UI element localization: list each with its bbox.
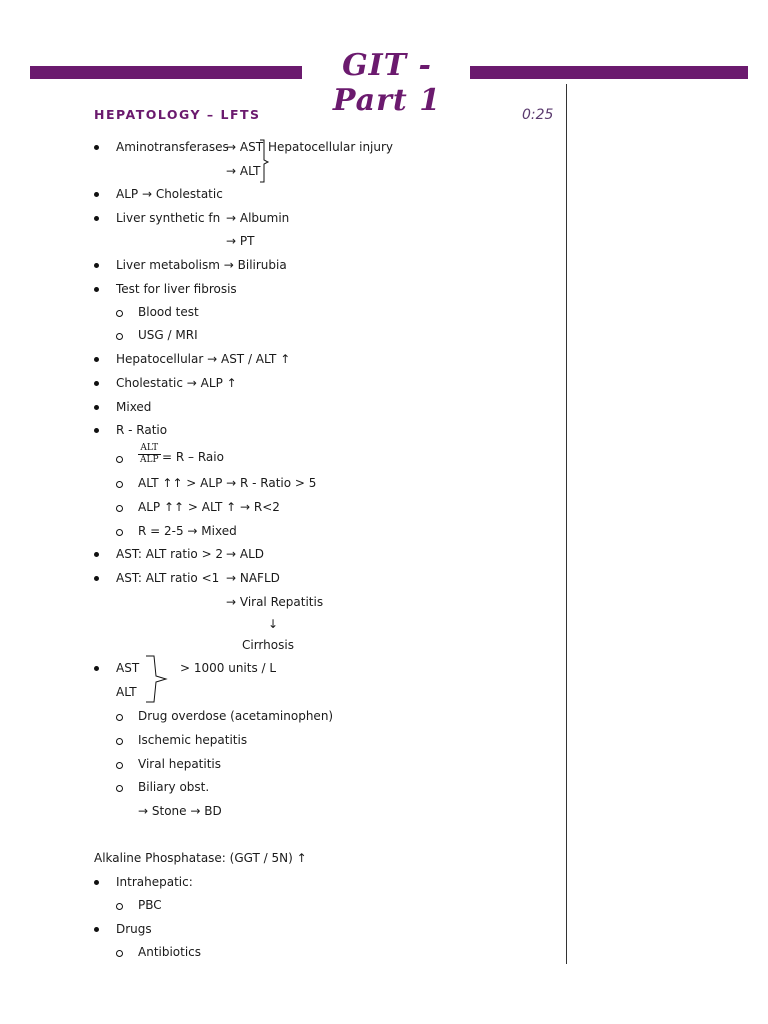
sub-bullet: [116, 714, 123, 721]
note-hepatocellular: Hepatocellular → AST / ALT ↑: [116, 352, 291, 366]
fraction-alt-alp: [138, 443, 161, 466]
note-pbc: PBC: [138, 898, 162, 912]
note-cholestatic: Cholestatic → ALP ↑: [116, 376, 237, 390]
note-alt: ALT: [116, 685, 137, 699]
note-biliary: Biliary obst.: [138, 780, 210, 794]
bullet: [94, 263, 99, 268]
sub-bullet: [116, 310, 123, 317]
bullet: [94, 927, 99, 932]
bullet: [94, 287, 99, 292]
note-ast-alt-2: AST: ALT ratio > 2: [116, 547, 224, 561]
note-alt-up: ALT ↑↑ > ALP → R - Ratio > 5: [138, 476, 317, 490]
note-arrow-ast: → AST: [226, 140, 264, 154]
title-bar-right: [470, 66, 748, 79]
bullet: [94, 880, 99, 885]
note-intrahepatic: Intrahepatic:: [116, 875, 193, 889]
sub-bullet: [116, 456, 123, 463]
bullet: [94, 666, 99, 671]
note-arrow-ald: → ALD: [226, 547, 265, 561]
note-liver-metabolism: Liver metabolism → Bilirubia: [116, 258, 287, 272]
sub-bullet: [116, 333, 123, 340]
note-liver-synthetic: Liver synthetic fn: [116, 211, 221, 225]
note-alkaline: Alkaline Phosphatase: (GGT / 5N) ↑: [94, 851, 307, 865]
sub-bullet: [116, 738, 123, 745]
note-r-ratio: R - Ratio: [116, 423, 168, 437]
section-heading: HEPATOLOGY – LFTS: [94, 107, 261, 122]
page-title: GIT - Part 1: [332, 48, 442, 118]
bullet: [94, 428, 99, 433]
bullet: [94, 192, 99, 197]
note-arrow-albumin: → Albumin: [226, 211, 290, 225]
timestamp: 0:25: [522, 107, 554, 123]
note-arrow-nafld: → NAFLD: [226, 571, 280, 585]
note-mixed: Mixed: [116, 400, 152, 414]
sub-bullet: [116, 762, 123, 769]
bullet: [94, 216, 99, 221]
note-r-mixed: R = 2-5 → Mixed: [138, 524, 237, 538]
note-alp-cholestatic: ALP → Cholestatic: [116, 187, 223, 201]
brace-bracket: [144, 654, 172, 704]
sub-bullet: [116, 481, 123, 488]
note-stone-bd: → Stone → BD: [138, 804, 222, 818]
sub-bullet: [116, 529, 123, 536]
note-aminotransferases: Aminotransferases: [116, 140, 229, 154]
sub-bullet: [116, 903, 123, 910]
fraction-denominator: ALP: [140, 455, 159, 465]
note-drugs: Drugs: [116, 922, 152, 936]
note-arrow-pt: → PT: [226, 234, 255, 248]
bullet: [94, 381, 99, 386]
margin-divider: [566, 84, 567, 964]
note-ast-alt-1: AST: ALT ratio <1: [116, 571, 220, 585]
sub-bullet: [116, 785, 123, 792]
note-viral-hep: Viral hepatitis: [138, 757, 222, 771]
sub-bullet: [116, 950, 123, 957]
note-units: > 1000 units / L: [180, 661, 277, 675]
note-arrow-viral: → Viral Repatitis: [226, 595, 324, 609]
note-ischemic: Ischemic hepatitis: [138, 733, 248, 747]
bullet: [94, 357, 99, 362]
down-arrow-icon: ↓: [268, 617, 279, 631]
sub-bullet: [116, 505, 123, 512]
bullet: [94, 405, 99, 410]
note-alp-up: ALP ↑↑ > ALT ↑ → R<2: [138, 500, 280, 514]
bullet: [94, 552, 99, 557]
note-cirrhosis: Cirrhosis: [242, 638, 294, 652]
note-usg-mri: USG / MRI: [138, 328, 198, 342]
fraction-numerator: ALT: [138, 443, 161, 455]
note-arrow-alt: → ALT: [226, 164, 261, 178]
bullet: [94, 576, 99, 581]
note-test-fibrosis: Test for liver fibrosis: [116, 282, 237, 296]
note-blood-test: Blood test: [138, 305, 199, 319]
note-ast: AST: [116, 661, 140, 675]
note-drug-overdose: Drug overdose (acetaminophen): [138, 709, 334, 723]
note-hepatocellular-injury: Hepatocellular injury: [268, 140, 394, 154]
bullet: [94, 145, 99, 150]
title-bar-left: [30, 66, 302, 79]
note-r-raio: = R – Raio: [162, 450, 224, 464]
note-antibiotics: Antibiotics: [138, 945, 202, 959]
